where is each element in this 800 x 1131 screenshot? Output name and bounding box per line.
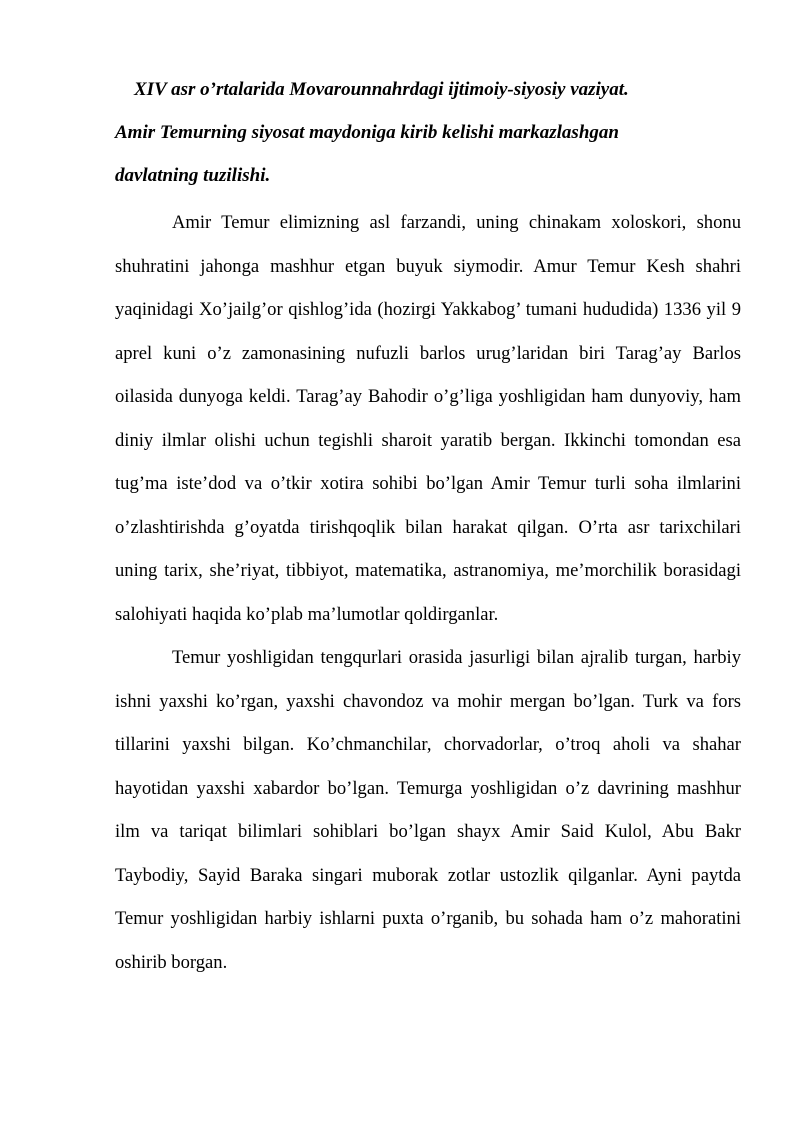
body-paragraph: Temur yoshligidan tengqurlari orasida jasurligi bilan ajralib turgan, harbiy ishni yaxshi ko’rgan, yaxshi chavondoz va mohir mergan bo’lgan. Turk va fors tillarini yaxshi bilgan. Ko’chmanchilar, chorvadorlar, o’troq aholi va shahar hayotidan yaxshi xabardor bo’lgan. Temurga yoshligidan o’z davrining mashhur ilm va tariqat bilimlari sohiblari bo’lgan shayx Amir Said Kulol, Abu Bakr Taybodiy, Sayid Baraka singari muborak zotlar ustozlik qilganlar. Ayni paytda Temur yoshligidan harbiy ishlarni puxta o’rganib, bu sohada ham o’z mahoratini oshirib borgan. <box>115 647 741 973</box>
title-line: Amir Temurning siyosat maydoniga kirib kelishi markazlashgan <box>115 122 619 143</box>
document-page <box>115 68 741 984</box>
body-paragraph: Amir Temur elimizning asl farzandi, uning chinakam xoloskori, shonu shuhratini jahonga mashhur etgan buyuk siymodir. Amur Temur Kesh shahri yaqinidagi Xo’jailg’or qishlog’ida (hozirgi Yakkabog’ tumani hududida) 1336 yil 9 aprel kuni o’z zamonasining nufuzli barlos urug’laridan biri Tarag’ay Barlos oilasida dunyoga keldi. Tarag’ay Bahodir o’g’liga yoshligidan ham dunyoviy, ham diniy ilmlar olishi uchun tegishli sharoit yaratib bergan. Ikkinchi tomondan esa tug’ma iste’dod va o’tkir xotira sohibi bo’lgan Amir Temur turli soha ilmlarini o’zlashtirishda g’oyatda tirishqoqlik bilan harakat qilgan. O’rta asr tarixchilari uning tarix, she’riyat, tibbiyot, matematika, astranomiya, me’morchilik borasidagi salohiyati haqida ko’plab ma’lumotlar qoldirganlar. <box>115 212 741 625</box>
title-line: XIV asr o’rtalarida Movarounnahrdagi ijtimoiy-siyosiy vaziyat. <box>134 79 629 100</box>
document-title <box>115 68 741 197</box>
title-line: davlatning tuzilishi. <box>115 165 271 186</box>
